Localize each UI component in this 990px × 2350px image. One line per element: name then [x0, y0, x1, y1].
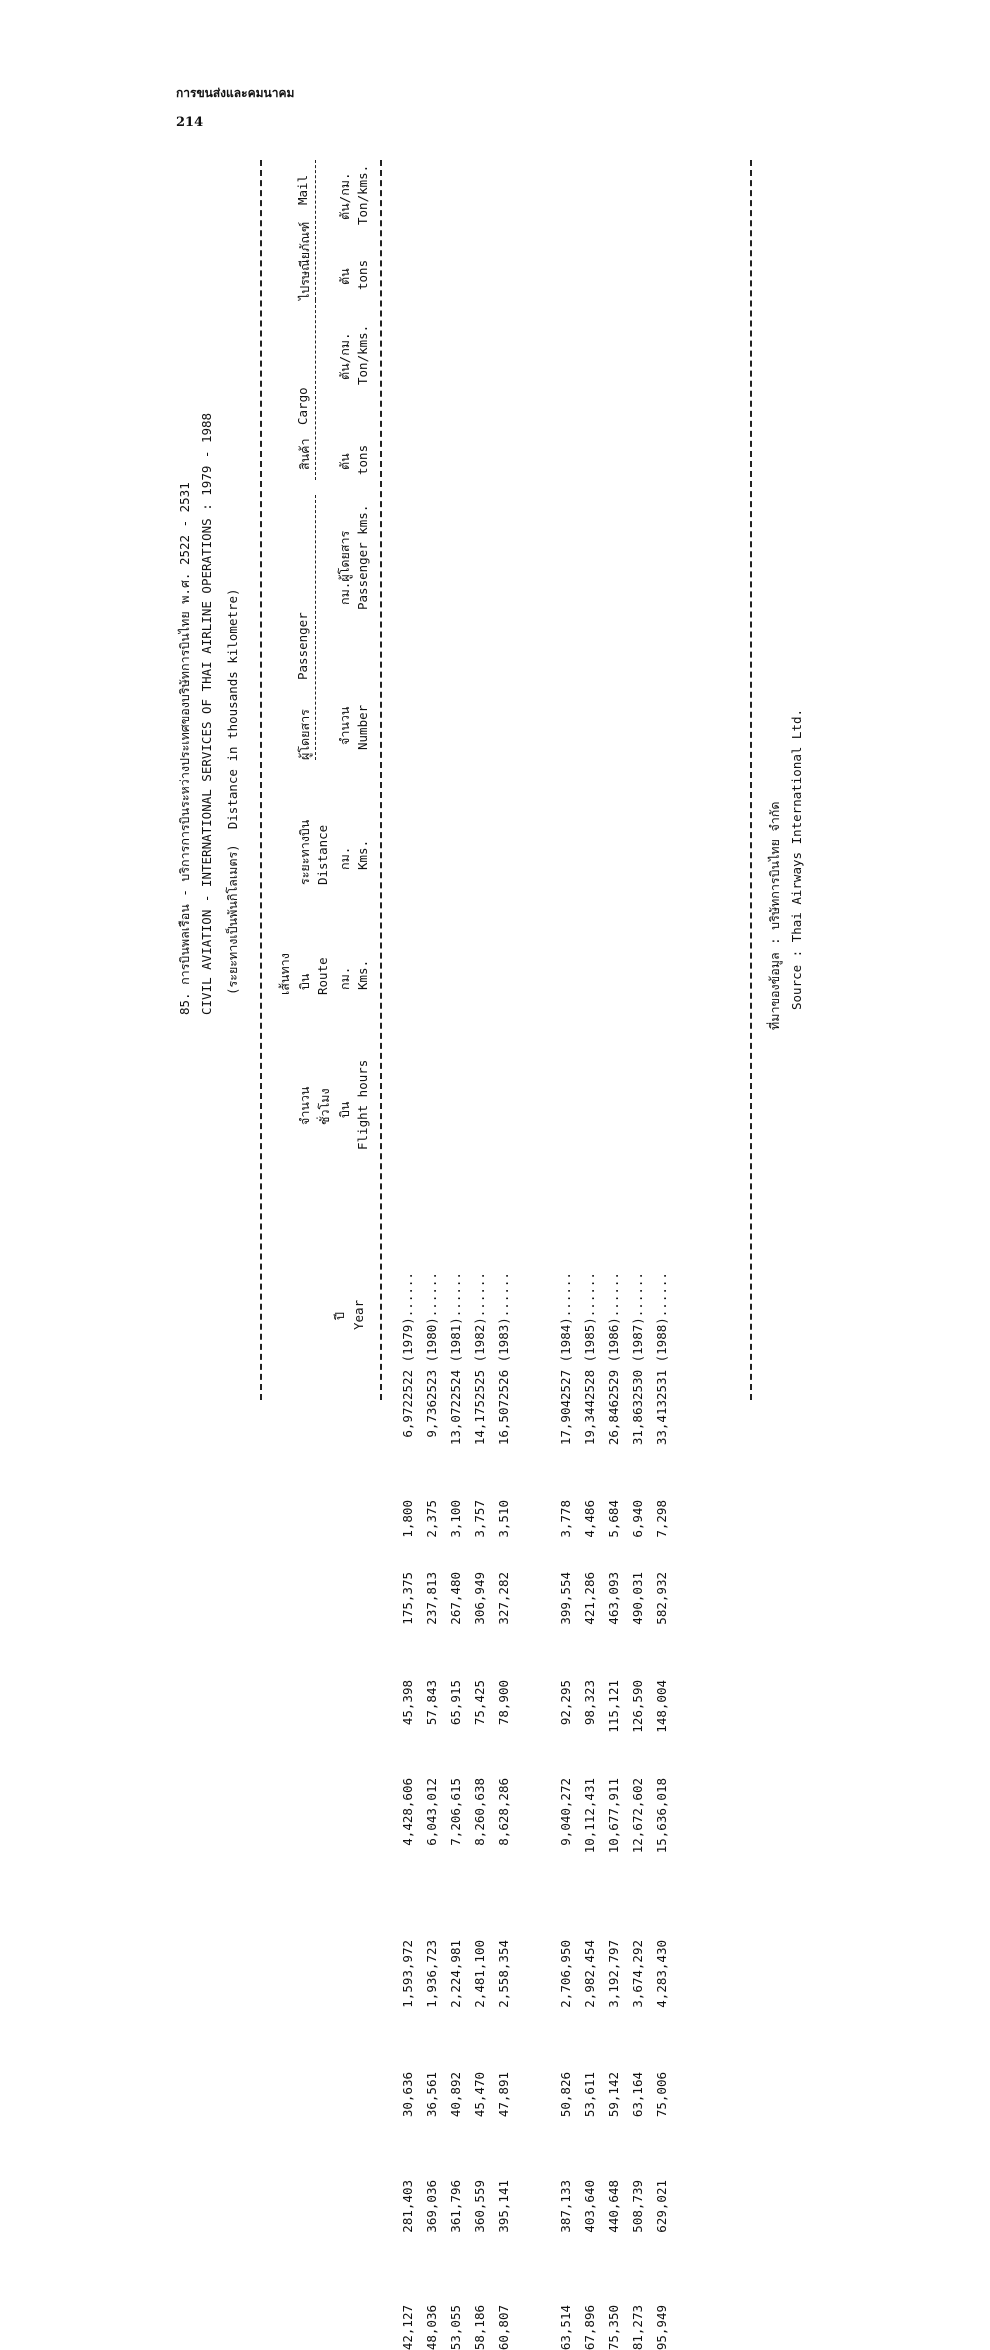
cargo-tons-cell: 92,295 [558, 1680, 573, 1726]
pass-number-cell: 2,481,100 [472, 1940, 487, 2008]
mail-tons-cell: 3,778 [558, 1500, 573, 1538]
cargo-tonkms-cell: 490,031 [630, 1572, 645, 1625]
cargo-tons-cell: 148,004 [654, 1680, 669, 1733]
mail-group-thai: ไปรษณียภัณฑ์ [297, 221, 312, 300]
route-cell: 395,141 [496, 2180, 511, 2233]
flight-hours-cell: 58,186 [472, 2305, 487, 2350]
mail-tonkms-cell: 17,904 [558, 1400, 573, 1446]
pass-kms-cell: 10,112,431 [582, 1778, 597, 1854]
distance-cell: 36,561 [424, 2072, 439, 2118]
mail-tonkms-cell: 6,972 [400, 1400, 415, 1438]
cargo-rule [315, 300, 316, 480]
bottom-rule [750, 160, 752, 1400]
mail-tonkms-cell: 26,846 [606, 1400, 621, 1446]
mail-tonkms-cell: 16,507 [496, 1400, 511, 1446]
distance-unit-english: Kms. [355, 839, 370, 870]
year-cell: 2529 (1986)...... [606, 1272, 621, 1400]
route-cell: 403,640 [582, 2180, 597, 2233]
distance-cell: 30,636 [400, 2072, 415, 2118]
year-cell: 2523 (1980)...... [424, 1272, 439, 1400]
header-rule [380, 160, 382, 1400]
pass-number-cell: 1,936,723 [424, 1940, 439, 2008]
route-th1: เส้นทาง [277, 953, 292, 995]
cargo-tonkms-cell: 327,282 [496, 1572, 511, 1625]
route-english: Route [315, 957, 330, 995]
route-cell: 361,796 [448, 2180, 463, 2233]
mail-tons-cell: 3,757 [472, 1500, 487, 1538]
cargo-tons-cell: 65,915 [448, 1680, 463, 1726]
cargo-tons-cell: 45,398 [400, 1680, 415, 1726]
flight-hours-english: Flight hours [355, 1059, 370, 1150]
distance-cell: 53,611 [582, 2072, 597, 2118]
distance-cell: 40,892 [448, 2072, 463, 2118]
cargo-group-english: Cargo [295, 387, 310, 425]
mail-tonkms-cell: 9,736 [424, 1400, 439, 1438]
pass-kms-cell: 6,043,012 [424, 1778, 439, 1846]
year-cell: 2531 (1988)...... [654, 1272, 669, 1400]
pass-number-cell: 2,224,981 [448, 1940, 463, 2008]
distance-thai: ระยะทางบิน [297, 819, 312, 885]
page-number: 214 [176, 115, 204, 130]
cargo-tonkms-cell: 399,554 [558, 1572, 573, 1625]
mail-tons-english: tons [355, 259, 370, 290]
mail-tonkms-thai: ตัน/กม. [337, 172, 352, 220]
cargo-tons-cell: 57,843 [424, 1680, 439, 1726]
flight-hours-cell: 53,055 [448, 2305, 463, 2350]
distance-cell: 50,826 [558, 2072, 573, 2118]
pass-kms-cell: 8,260,638 [472, 1778, 487, 1846]
pass-number-cell: 2,558,354 [496, 1940, 511, 2008]
cargo-tons-thai: ตัน [337, 453, 352, 470]
distance-cell: 63,164 [630, 2072, 645, 2118]
mail-tons-cell: 3,510 [496, 1500, 511, 1538]
year-cell: 2530 (1987)...... [630, 1272, 645, 1400]
passenger-number-thai: จำนวน [337, 706, 352, 745]
table-subtitle: (ระยะทางเป็นพันกิโลเมตร) Distance in thousands kilometre) [225, 588, 240, 995]
mail-tons-cell: 7,298 [654, 1500, 669, 1538]
route-cell: 508,739 [630, 2180, 645, 2233]
distance-cell: 59,142 [606, 2072, 621, 2118]
passenger-number-english: Number [355, 704, 370, 750]
pass-kms-cell: 15,636,018 [654, 1778, 669, 1854]
mail-tons-cell: 5,684 [606, 1500, 621, 1538]
pass-number-cell: 3,674,292 [630, 1940, 645, 2008]
mail-tons-thai: ตัน [337, 268, 352, 285]
cargo-tonkms-english: Ton/kms. [355, 324, 370, 385]
pass-kms-cell: 12,672,602 [630, 1778, 645, 1854]
mail-tons-cell: 1,800 [400, 1500, 415, 1538]
mail-tonkms-cell: 33,413 [654, 1400, 669, 1446]
cargo-tonkms-cell: 175,375 [400, 1572, 415, 1625]
flight-hours-cell: 75,350 [606, 2305, 621, 2350]
mail-tons-cell: 6,940 [630, 1500, 645, 1538]
cargo-tons-cell: 78,900 [496, 1680, 511, 1726]
route-unit-english: Kms. [355, 959, 370, 990]
mail-group-english: Mail [295, 174, 310, 205]
cargo-tonkms-thai: ตัน/กม. [337, 332, 352, 380]
year-cell: 2528 (1985)...... [582, 1272, 597, 1400]
route-cell: 387,133 [558, 2180, 573, 2233]
route-cell: 281,403 [400, 2180, 415, 2233]
cargo-tonkms-cell: 267,480 [448, 1572, 463, 1625]
cargo-tons-english: tons [355, 444, 370, 475]
flight-hours-cell: 48,036 [424, 2305, 439, 2350]
route-th2: บิน [297, 973, 312, 990]
source-english: Source : Thai Airways International Ltd. [789, 708, 804, 1010]
cargo-tonkms-cell: 421,286 [582, 1572, 597, 1625]
mail-tonkms-cell: 31,863 [630, 1400, 645, 1446]
mail-tonkms-english: Ton/kms. [355, 164, 370, 225]
route-unit-thai: กม. [337, 966, 352, 990]
route-cell: 360,559 [472, 2180, 487, 2233]
passenger-kms-english: Passenger kms. [355, 504, 370, 610]
route-cell: 629,021 [654, 2180, 669, 2233]
flight-hours-th2: ชั่วโมง [317, 1088, 332, 1125]
passenger-rule [315, 495, 316, 760]
cargo-tons-cell: 126,590 [630, 1680, 645, 1733]
distance-cell: 47,891 [496, 2072, 511, 2118]
cargo-tons-cell: 115,121 [606, 1680, 621, 1733]
mail-tonkms-cell: 19,344 [582, 1400, 597, 1446]
source-thai: ที่มาของข้อมูล : บริษัทการบินไทย จำกัด [767, 801, 782, 1030]
top-rule [260, 160, 262, 1400]
pass-number-cell: 1,593,972 [400, 1940, 415, 2008]
mail-tons-cell: 3,100 [448, 1500, 463, 1538]
cargo-group-thai: สินค้า [297, 438, 312, 470]
pass-kms-cell: 10,677,911 [606, 1778, 621, 1854]
distance-cell: 75,006 [654, 2072, 669, 2118]
year-cell: 2527 (1984)...... [558, 1272, 573, 1400]
flight-hours-cell: 67,896 [582, 2305, 597, 2350]
pass-kms-cell: 8,628,286 [496, 1778, 511, 1846]
pass-number-cell: 2,982,454 [582, 1940, 597, 2008]
pass-number-cell: 4,283,430 [654, 1940, 669, 2008]
passenger-group-english: Passenger [295, 612, 310, 680]
cargo-tons-cell: 98,323 [582, 1680, 597, 1726]
mail-tonkms-cell: 13,072 [448, 1400, 463, 1446]
cargo-tonkms-cell: 237,813 [424, 1572, 439, 1625]
passenger-kms-thai: กม.ผู้โดยสาร [337, 530, 352, 605]
mail-tons-cell: 4,486 [582, 1500, 597, 1538]
cargo-tons-cell: 75,425 [472, 1680, 487, 1726]
year-cell: 2525 (1982)...... [472, 1272, 487, 1400]
year-header-thai: ปี [332, 1312, 347, 1320]
mail-tons-cell: 2,375 [424, 1500, 439, 1538]
distance-unit-thai: กม. [337, 846, 352, 870]
flight-hours-th1: จำนวน [297, 1086, 312, 1125]
mail-rule [315, 160, 316, 300]
year-cell: 2522 (1979)...... [400, 1272, 415, 1400]
table-title-english: CIVIL AVIATION - INTERNATIONAL SERVICES OF THAI AIRLINE OPERATIONS : 1979 - 1988 [199, 412, 214, 1015]
table-title-thai: 85. การบินพลเรือน - บริการการบินระหว่างประเทศของบริษัทการบินไทย พ.ศ. 2522 - 2531 [177, 482, 192, 1015]
route-cell: 369,036 [424, 2180, 439, 2233]
rotated-table-sheet [175, 160, 835, 2350]
flight-hours-th3: บิน [337, 1101, 352, 1118]
year-header-english: Year [351, 1299, 366, 1330]
year-cell: 2524 (1981)...... [448, 1272, 463, 1400]
flight-hours-cell: 63,514 [558, 2305, 573, 2350]
distance-english: Distance [315, 824, 330, 885]
pass-number-cell: 3,192,797 [606, 1940, 621, 2008]
distance-cell: 45,470 [472, 2072, 487, 2118]
pass-kms-cell: 4,428,606 [400, 1778, 415, 1846]
pass-kms-cell: 7,206,615 [448, 1778, 463, 1846]
cargo-tonkms-cell: 463,093 [606, 1572, 621, 1625]
mail-tonkms-cell: 14,175 [472, 1400, 487, 1446]
flight-hours-cell: 81,273 [630, 2305, 645, 2350]
year-cell: 2526 (1983)...... [496, 1272, 511, 1400]
pass-number-cell: 2,706,950 [558, 1940, 573, 2008]
pass-kms-cell: 9,040,272 [558, 1778, 573, 1846]
section-header: การขนส่งและคมนาคม [176, 86, 295, 100]
cargo-tonkms-cell: 306,949 [472, 1572, 487, 1625]
flight-hours-cell: 95,949 [654, 2305, 669, 2350]
passenger-group-thai: ผู้โดยสาร [297, 709, 312, 760]
flight-hours-cell: 42,127 [400, 2305, 415, 2350]
route-cell: 440,648 [606, 2180, 621, 2233]
cargo-tonkms-cell: 582,932 [654, 1572, 669, 1625]
flight-hours-cell: 60,807 [496, 2305, 511, 2350]
